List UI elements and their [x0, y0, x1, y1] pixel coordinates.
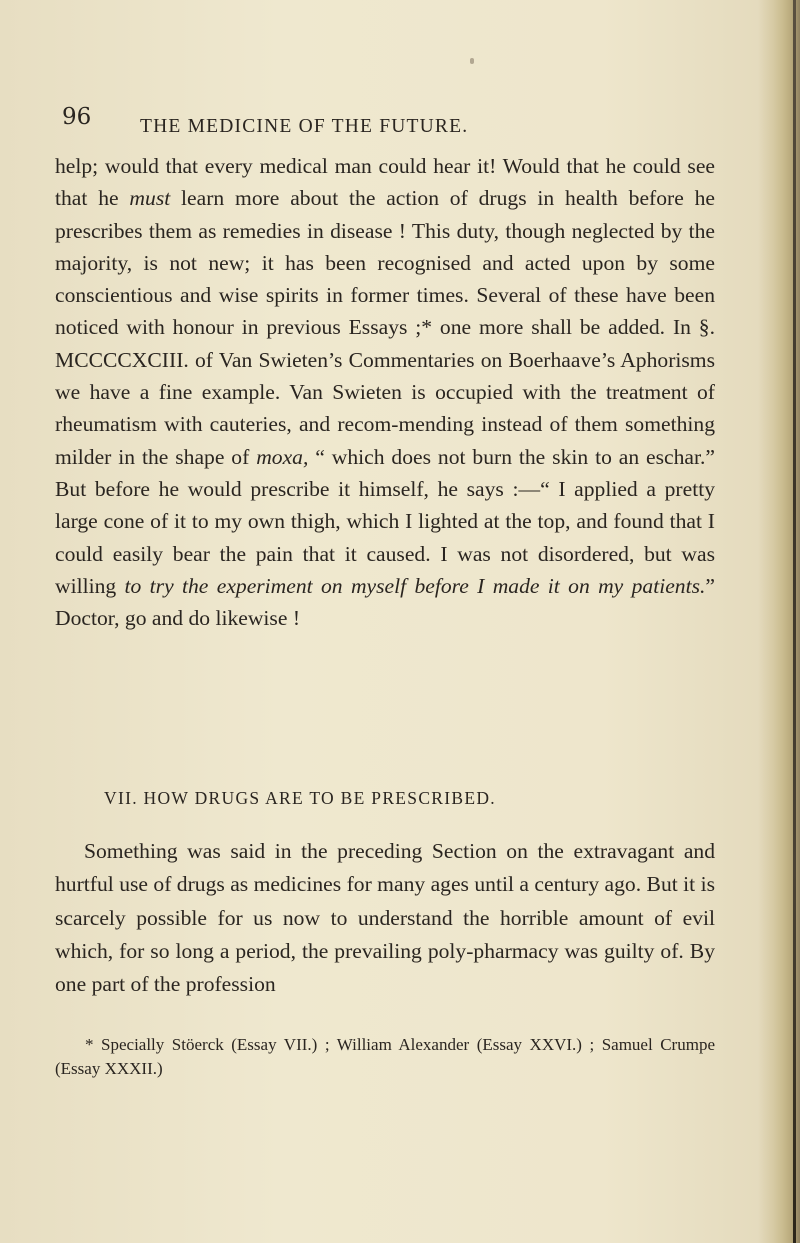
text-run: ” Doctor, go and do likewise ! [55, 573, 715, 631]
page-number: 96 [62, 104, 92, 130]
italic-moxa: moxa, [256, 444, 309, 469]
italic-must: must [129, 186, 171, 211]
running-head: THE MEDICINE OF THE FUTURE. [140, 116, 469, 137]
page-edge-line [793, 0, 796, 1243]
italic-quote: to try the experiment on myself before I made it on my patients. [124, 573, 706, 598]
text-run: “ which does not burn the skin to an eschar.” But before he would prescribe it himself, he says :—“ I applied a pretty large cone of it to my own thigh, which I lighted at the top, and found that I could easily bear the pain that it caused. I was not disordered, but was willing [55, 444, 715, 598]
text-run: learn more about the action of drugs in health before he prescribes them as remedies in disease ! This duty, though neglected by the majority, is not new; it has been recognised and acted upon by some conscientious and wise spirits in former times. Several of these have been noticed with honour in previous Essays ;* one more shall be added. In §. MCCCCXCIII. of Van Swieten’s Commentaries on Boerhaave’s Aphorisms we have a fine example. Van Swieten is occupied with the treatment of rheumatism with cauteries, and recom-mending instead of them something milder in the shape of [55, 186, 715, 469]
body-paragraph-1 [55, 150, 715, 634]
body-paragraph-2: Something was said in the preceding Section on the extravagant and hurtful use of drugs as medicines for many ages until a century ago. But it is scarcely possible for us now to understand the horrible amount of evil which, for so long a period, the prevailing poly-pharmacy was guilty of. By one part of the profession [55, 839, 715, 997]
text-run: help; would that every medical man could hear it! Would that he could see that he [55, 154, 715, 211]
ink-speck [470, 58, 474, 64]
footnote: * Specially Stöerck (Essay VII.) ; William Alexander (Essay XXVI.) ; Samuel Crumpe (Essay XXXII.) [55, 1035, 715, 1078]
section-heading: VII. HOW DRUGS ARE TO BE PRESCRIBED. [104, 788, 496, 808]
